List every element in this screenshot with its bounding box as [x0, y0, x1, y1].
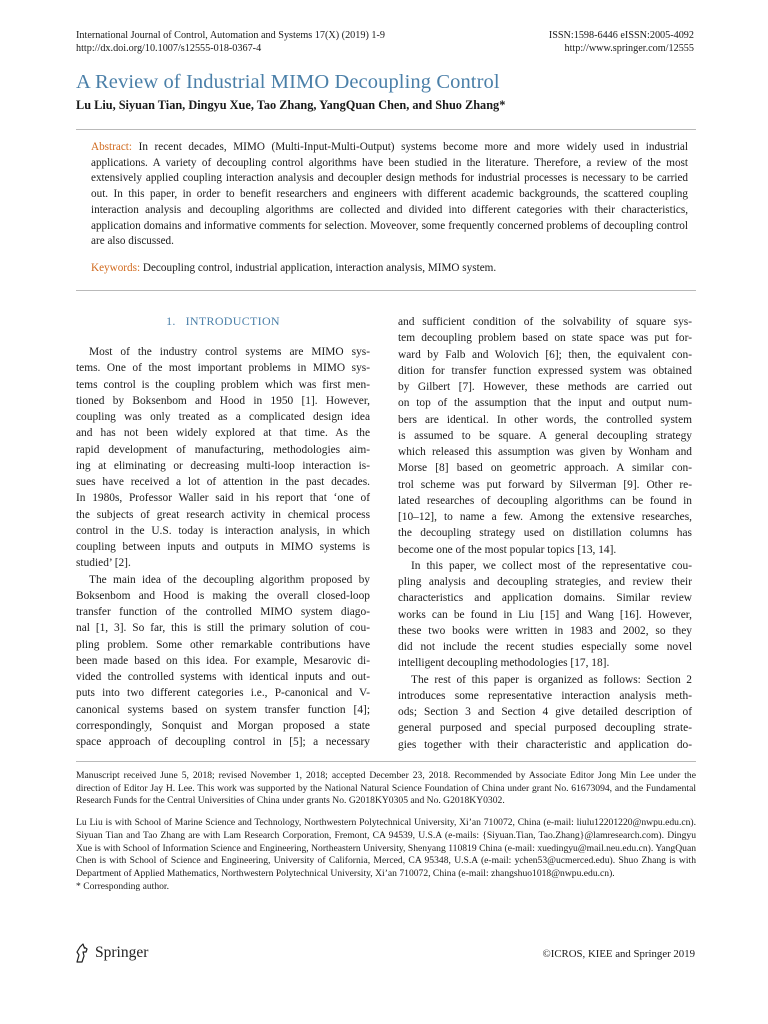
keywords-label: Keywords: [91, 262, 141, 274]
body-text-line: The main idea of the decoupling algorithm proposed by [89, 573, 370, 586]
abstract-text: In recent decades, MIMO (Multi-Input-Multi-Output) systems become more and more widely used in industrial applications. A variety of decoupling control algorithms have been studied in the literature. Therefore, a review of the most extensively applied coupling interaction analysis and decoupler design methods for industrial processes is necessary to be carried out. In this paper, in order to benefit researchers and engineers with different academic backgrounds, the scattered coupling interaction analysis and decoupling algorithms are collected and divided into different categories with their characteristics, application domains and informative comments for selection. Moveover, some frequently concerned problems of decoupling control are also discussed. [91, 141, 689, 248]
body-text-line: correspondingly, Sonquist and Morgan proposed a state [76, 719, 370, 732]
left-column [76, 344, 370, 750]
body-text-line: tem decoupling problem based on state space was put for- [398, 332, 692, 345]
body-text-line: space approach of decoupling control in [5]; a necessary [76, 736, 370, 748]
body-text-line: characteristics and application domains. Similar review [398, 592, 692, 605]
manuscript-note: Manuscript received June 5, 2018; revised November 1, 2018; accepted December 23, 2018. Recommended by Associate Editor Jong Min Lee under the direction of Editor Jay H. Lee. This work was supported by the National Natural Science Foundation of China under grant No. 61673094, and the Fundamental Research Funds for the Central Universities of China under grants No. G2018KY0305 and No. G2018KY0302. [76, 770, 696, 807]
body-text-line: rapid development of manufacturing, methodologies aim- [76, 443, 370, 456]
header-right [549, 29, 694, 55]
body-text-line: by Gilbert [7]. However, these methods are carried out [398, 381, 692, 393]
body-text-line: sues have received a lot of attention in the past decades. [76, 476, 370, 488]
body-text-line: In this paper, we collect most of the representative cou- [411, 559, 692, 572]
body-text-line: ward by Falb and Wolovich [6]; then, the equivalent con- [398, 348, 692, 361]
body-text-line: transfer function of the controlled MIMO system diago- [76, 606, 370, 618]
abstract-label: Abstract: [91, 141, 133, 153]
corresponding-author-note: * Corresponding author. [76, 880, 169, 892]
body-text-line: tems. One of the most important problems in MIMO sys- [76, 362, 370, 375]
body-text-line: dition for transfer function expressed system was obtained [398, 364, 692, 377]
body-text-line: control in the U.S. today is interaction analysis, in which [76, 524, 370, 537]
body-text-line: coupling between inputs and outputs in MIMO systems is [76, 541, 370, 553]
springer-horse-icon [74, 943, 90, 963]
body-text-line: intelligent decoupling methodologies [17, 18]. [398, 657, 610, 670]
body-text-line: and has not been widely explored at that time. As the [76, 427, 370, 440]
body-text-line: lated researches of decoupling algorithms can be found in [398, 494, 692, 507]
body-text-line: tioned by Boksenbom and Hood in 1950 [1]. However, [76, 394, 370, 407]
body-text-line: In 1980s, Professor Waller said in his report that ‘one of [76, 492, 370, 505]
body-text-line: these two books were written in 1983 and 2002, so they [398, 624, 692, 637]
author-list: Lu Liu, Siyuan Tian, Dingyu Xue, Tao Zhang, YangQuan Chen, and Shuo Zhang* [76, 98, 506, 112]
header-left [76, 29, 385, 55]
body-text-line: bers are identical. In other words, the controlled system [398, 413, 692, 426]
affiliation-note: Lu Liu is with School of Marine Science and Technology, Northwestern Polytechnical University, Xi’an 710072, China (e-mail: liulu12201220@nwpu.edu.cn). Siyuan Tian and Tao Zhang are with Lam Research Corporation, Fremont, CA 94539, U.S.A (e-mails: {Siyuan.Tian, Tao.Zhang}@lamresearch.com). Dingyu Xue is with School of Information Science and Engineering, Northeastern University, Shenyang 110819 China (e-mail: xuedingyu@mail.neu.edu.cn). YangQuan Chen is with School of Science and Engineering, University of California, Merced, CA 95348, U.S.A (e-mail: ychen53@ucmerced.edu). Shuo Zhang is with Department of Applied Mathematics, Northwestern Polytechnical University, Xi’an 710072, China (e-mail: zhangshuo1018@nwpu.edu.cn). [76, 817, 696, 879]
keywords [91, 261, 688, 276]
body-text-line: pling problem. Some other remarkable contributions have [76, 638, 370, 651]
body-text-line: [10–12], to name a few. Among the extensive researches, [398, 511, 692, 523]
body-text-line: and sufficient condition of the solvability of square sys- [398, 316, 692, 328]
section-heading [76, 314, 370, 329]
body-text-line: ods; Section 3 and Section 4 give detailed description of [398, 706, 692, 718]
body-text-line: trol scheme was put forward by Silverman [9]. Other re- [398, 478, 692, 491]
body-text-line: Most of the industry control systems are MIMO sys- [89, 346, 370, 358]
abstract-box [76, 129, 696, 291]
body-text-line: pling analysis and decoupling strategies, and review their [398, 576, 692, 588]
keywords-text: Decoupling control, industrial application, interaction analysis, MIMO system. [142, 262, 497, 274]
abstract [91, 140, 688, 250]
body-text-line: Morse [8] based on geometric approach. A similar con- [398, 462, 692, 475]
body-text-line: ing at eliminating or decreasing multi-loop interaction is- [76, 459, 370, 472]
body-text-line: nal [1, 3]. So far, this is still the primary solution of cou- [76, 622, 370, 635]
journal-url[interactable]: http://www.springer.com/12555 [564, 43, 694, 54]
body-text-line: introduces some representative interaction analysis meth- [398, 689, 692, 702]
body-text-line: coupling was only treated as a complicated design idea [76, 411, 370, 423]
body-text-line: puts into two different categories i.e., P-canonical and V- [76, 687, 370, 700]
right-column [398, 314, 692, 753]
body-text-line: general purposed and special purposed decoupling strate- [398, 722, 692, 735]
paper-title: A Review of Industrial MIMO Decoupling Control [76, 71, 500, 93]
body-text-line: studied’ [2]. [76, 557, 131, 570]
footnotes [76, 761, 696, 902]
doi-link[interactable]: http://dx.doi.org/10.1007/s12555-018-0367-4 [76, 43, 262, 54]
body-text-line: on top of the assumption that the input and output num- [398, 397, 692, 410]
body-text-line: vided the controlled systems with identical inputs and out- [76, 671, 370, 683]
body-text-line: works can be found in Liu [15] and Wang [16]. However, [398, 608, 692, 621]
body-text-line: did not include the recent studies especially some novel [398, 641, 692, 653]
body-text-line: become one of the most popular topics [13, 14]. [398, 543, 617, 556]
copyright: ©ICROS, KIEE and Springer 2019 [542, 948, 695, 960]
body-text-line: tems control is the coupling problem which was first men- [76, 378, 370, 391]
body-text-line: canonical systems based on system transfer function [4]; [76, 703, 370, 716]
body-text-line: gies together with their characteristic and application do- [398, 738, 692, 751]
body-text-line: been made based on this idea. For example, Mesarovic di- [76, 654, 370, 667]
section-title-text: INTRODUCTION [185, 314, 280, 328]
body-text-line: the subjects of great research activity in chemical process [76, 508, 370, 521]
section-number: 1. [166, 314, 176, 328]
springer-logo [74, 943, 148, 963]
issn: ISSN:1598-6446 eISSN:2005-4092 [548, 30, 694, 41]
body-text-line: which released this assumption was given by Wonham and [398, 446, 692, 458]
body-text-line: the decoupling strategy used on distillation columns has [398, 527, 692, 540]
body-text-line: The rest of this paper is organized as follows: Section 2 [411, 673, 692, 686]
journal-citation: International Journal of Control, Automation and Systems 17(X) (2019) 1-9 [76, 30, 385, 41]
publisher-name: Springer [95, 944, 149, 961]
body-text-line: is assumed to be square. A general decoupling strategy [398, 429, 692, 442]
body-text-line: Boksenbom and Hood is making the overall closed-loop [76, 589, 370, 602]
